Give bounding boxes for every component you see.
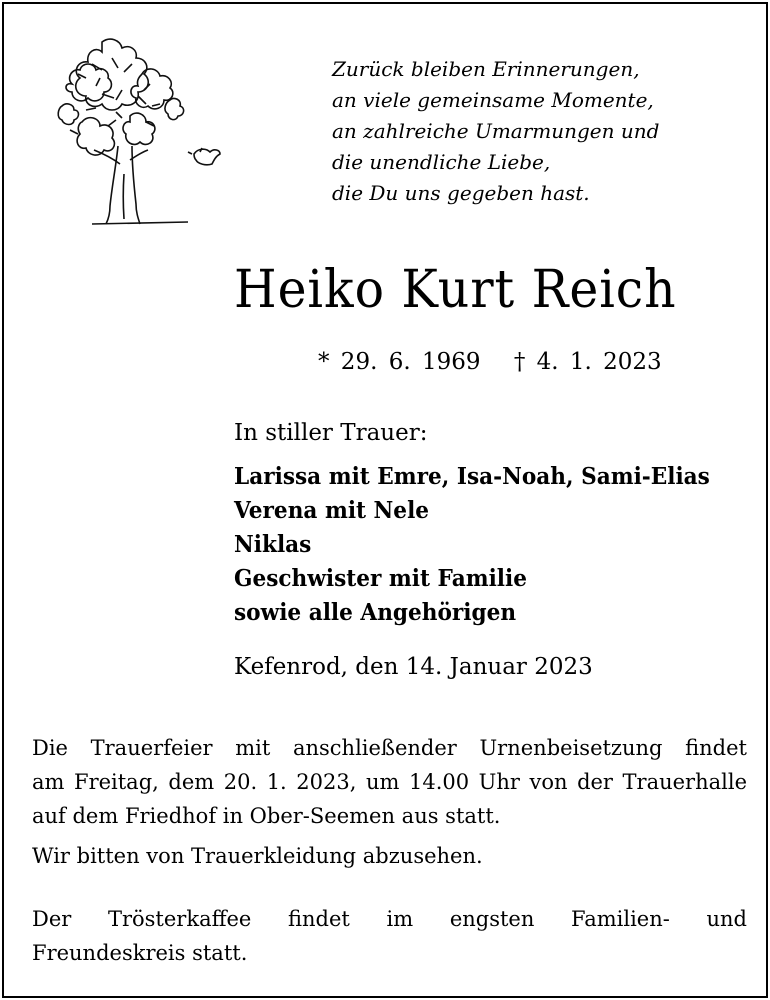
life-dates — [318, 349, 662, 375]
funeral-details — [32, 731, 747, 833]
quote-line: die unendliche Liebe, — [332, 150, 551, 174]
bird-illustration-icon — [188, 148, 220, 165]
coffee-details — [32, 902, 747, 970]
quote-line: an viele gemeinsame Momente, — [332, 88, 654, 112]
memorial-quote — [332, 54, 752, 209]
obituary-frame — [2, 2, 768, 998]
dress-request: Wir bitten von Trauerkleidung abzusehen. — [32, 844, 483, 868]
mourners-list — [234, 460, 710, 630]
mourner-line: Verena mit Nele — [234, 497, 430, 524]
mourning-intro: In stiller Trauer: — [234, 420, 428, 446]
funeral-line: Die Trauerfeier mit anschließender Urnenbeisetzung findet — [32, 736, 747, 760]
coffee-line: Freundeskreis statt. — [32, 941, 248, 965]
death-date: † 4. 1. 2023 — [513, 349, 662, 375]
tree-illustration-icon — [42, 34, 222, 234]
funeral-line: am Freitag, dem 20. 1. 2023, um 14.00 Uhr von der Trauerhalle — [32, 770, 747, 794]
mourner-line: Niklas — [234, 531, 312, 558]
quote-line: an zahlreiche Umarmungen und — [332, 119, 660, 143]
mourner-line: Larissa mit Emre, Isa-Noah, Sami-Elias — [234, 463, 710, 490]
deceased-name: Heiko Kurt Reich — [234, 260, 677, 320]
place-and-date: Kefenrod, den 14. Januar 2023 — [234, 654, 593, 680]
mourner-line: sowie alle Angehörigen — [234, 599, 517, 626]
coffee-line: Der Trösterkaffee findet im engsten Familien- und — [32, 907, 747, 931]
mourner-line: Geschwister mit Familie — [234, 565, 527, 592]
birth-date: * 29. 6. 1969 — [318, 349, 481, 375]
funeral-line: auf dem Friedhof in Ober-Seemen aus statt. — [32, 804, 501, 828]
quote-line: die Du uns gegeben hast. — [332, 181, 590, 205]
quote-line: Zurück bleiben Erinnerungen, — [332, 57, 640, 81]
